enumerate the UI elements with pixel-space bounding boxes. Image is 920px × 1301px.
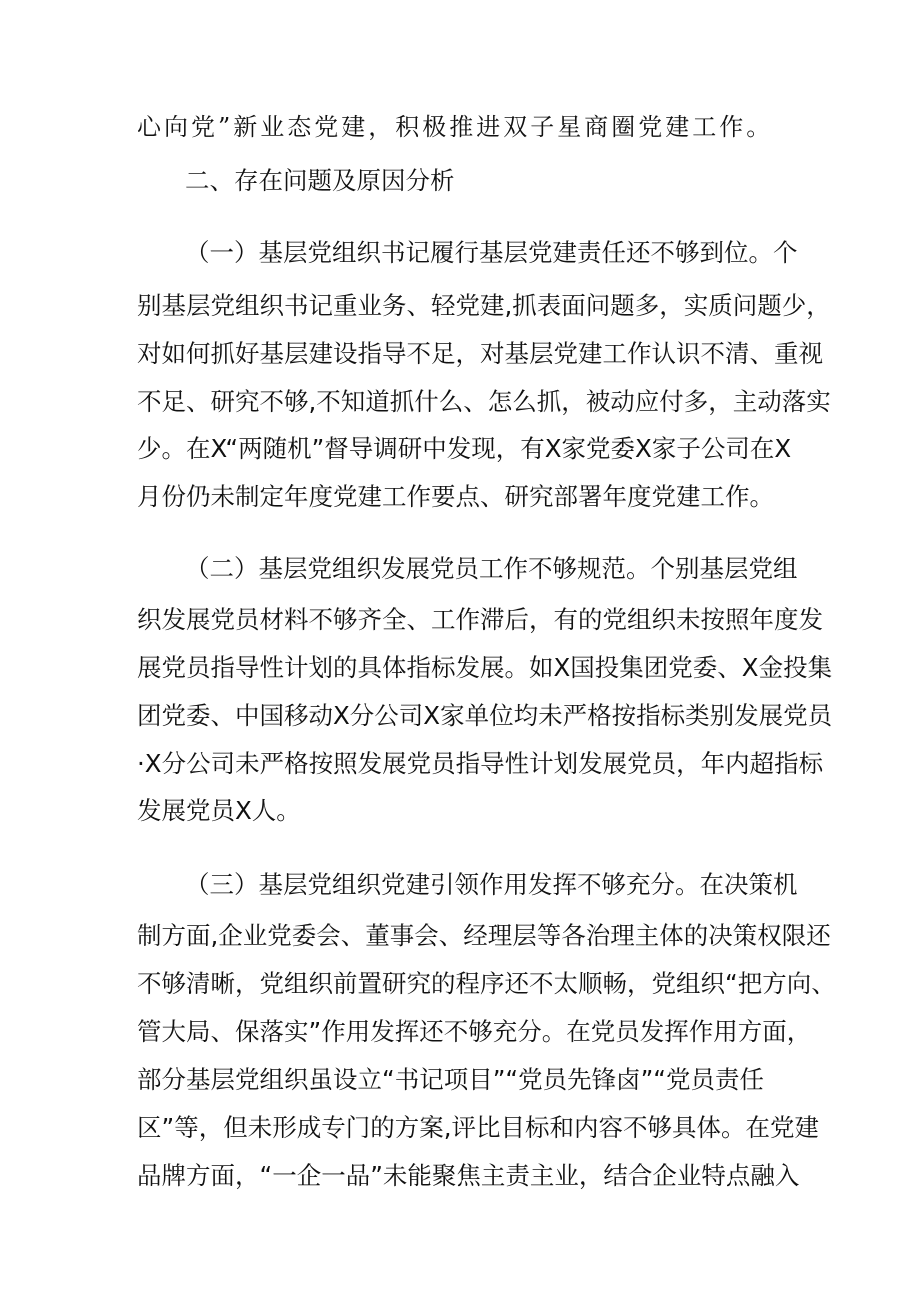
paragraph-2-line-2: 织发展党员材料不够齐全、工作滞后，有的党组织未按照年度发 [137, 605, 823, 634]
paragraph-3-line-7: 品牌方面，“一企一品”未能聚焦主责主业，结合企业特点融入 [137, 1161, 800, 1190]
paragraph-3-line-4: 管大局、保落实”作用发挥还不够充分。在党员发挥作用方面， [137, 1017, 812, 1046]
paragraph-1-line-2: 别基层党组织书记重业务、轻党建,抓表面问题多，实质问题少， [137, 291, 831, 320]
paragraph-3-line-5: 部分基层党组织虽设立“书记项目”“党员先锋卤”“党员责任 [137, 1065, 764, 1094]
section-heading: 二、存在问题及原因分析 [185, 166, 455, 195]
paragraph-3-line-3: 不够清晰，党组织前置研究的程序还不太顺畅，党组织“把方向、 [137, 969, 836, 998]
paragraph-1-line-3: 对如何抓好基层建设指导不足，对基层党建工作认识不清、重视 [137, 339, 823, 368]
paragraph-2-line-6: 发展党员X人。 [137, 796, 301, 825]
paragraph-1-line-5: 少。在X“两随机”督导调研中发现，有X家党委X家子公司在X [137, 434, 792, 463]
paragraph-2-line-1: （二）基层党组织发展党员工作不够规范。个别基层党组 [185, 554, 798, 583]
paragraph-2-line-5: ·X分公司未严格按照发展党员指导性计划发展党员，年内超指标 [137, 749, 824, 778]
paragraph-2-line-3: 展党员指导性计划的具体指标发展。如X国投集团党委、X金投集 [137, 653, 833, 682]
paragraph-1-line-6: 月份仍未制定年度党建工作要点、研究部署年度党建工作。 [137, 482, 774, 511]
paragraph-continuation-line: 心向党”新业态党建，积极推进双子星商圈党建工作。 [137, 113, 774, 141]
paragraph-2-line-4: 团党委、中国移动X分公司X家单位均未严格按指标类别发展党员 [137, 701, 833, 730]
paragraph-1-line-1: （一）基层党组织书记履行基层党建责任还不够到位。个 [185, 238, 798, 267]
paragraph-3-line-1: （三）基层党组织党建引领作用发挥不够充分。在决策机 [185, 870, 798, 899]
paragraph-3-line-6: 区”等，但未形成专门的方案,评比目标和内容不够具体。在党建 [137, 1113, 819, 1142]
paragraph-3-line-2: 制方面,企业党委会、董事会、经理层等各治理主体的决策权限还 [137, 921, 831, 950]
paragraph-1-line-4: 不足、研究不够,不知道抓什么、怎么抓，被动应付多，主动落实 [137, 387, 831, 416]
